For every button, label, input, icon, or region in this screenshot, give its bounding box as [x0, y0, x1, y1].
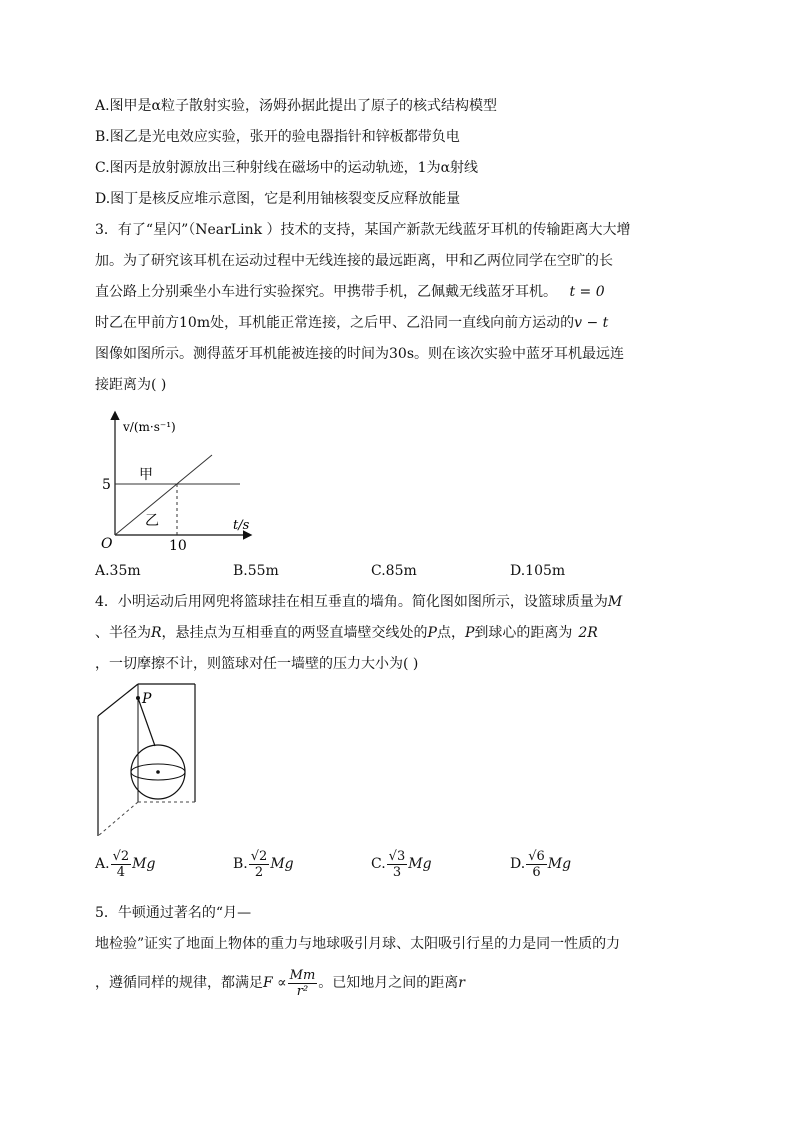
q5-line-1: 5．牛顿通过著名的“月— [95, 905, 252, 921]
q5-line-2: 地检验”证实了地面上物体的重力与地球吸引月球、太阳吸引行星的力是同一性质的力 [95, 936, 621, 952]
q5-line-3 [95, 966, 465, 1000]
q3-option-b: B.55m [233, 563, 279, 579]
q4-option-c-fraction [387, 849, 408, 880]
q4-line-2-a: 、半径为 [95, 625, 151, 641]
q2-option-d: D.图丁是核反应堆示意图，它是利用铀核裂变反应释放能量 [95, 191, 461, 207]
q3-option-a: A.35m [95, 563, 141, 579]
q4-option-c-den: 3 [392, 864, 402, 880]
line-yi [115, 455, 212, 535]
q3-option-d: D.105m [510, 563, 566, 579]
q4-line-3: ，一切摩擦不计，则篮球对任一墙壁的压力大小为( ) [95, 656, 419, 672]
q5-distance-r: r [458, 975, 465, 991]
q3-line-6: 接距离为( ) [95, 377, 167, 393]
q4-distance-2R: 2R [578, 625, 598, 641]
label-yi: 乙 [145, 513, 159, 529]
q4-option-d-num: √6 [528, 848, 545, 864]
q4-option-c-suffix: Mg [408, 856, 432, 872]
y-axis-label: v/(m·s⁻¹) [123, 420, 176, 434]
q3-vt-graph [95, 405, 255, 555]
q4-option-d-fraction [526, 849, 547, 880]
ball-center [156, 770, 160, 774]
q5-fraction-den: r² [296, 983, 309, 999]
q4-radius-R: R [151, 625, 162, 641]
q4-option-a-den: 4 [116, 864, 125, 880]
q3-line-4 [95, 313, 608, 333]
x-axis-label: t/s [233, 518, 250, 533]
q4-option-d-prefix: D. [510, 856, 526, 872]
q2-option-c: C.图丙是放射源放出三种射线在磁场中的运动轨迹，1为α射线 [95, 160, 479, 176]
q4-option-a-num: √2 [112, 848, 130, 864]
q4-point-P: P [427, 625, 437, 641]
q5-fraction [288, 968, 318, 999]
q4-line-1 [95, 592, 622, 612]
q4-option-b-num: √2 [250, 848, 268, 864]
q3-line-3-text: 直公路上分别乘坐小车进行实验探究。甲携带手机，乙佩戴无线蓝牙耳机。 [95, 284, 557, 300]
q3-line-2: 加。为了研究该耳机在运动过程中无线连接的最远距离，甲和乙两位同学在空旷的长 [95, 253, 613, 269]
q4-option-b-prefix: B. [233, 856, 248, 872]
q5-line-3-a: ，遵循同样的规律，都满足 [95, 975, 263, 991]
q5-line-3-b: 。已知地月之间的距离 [318, 975, 459, 991]
q3-line-3 [95, 282, 605, 302]
label-P: P [142, 691, 152, 707]
q4-option-c [371, 848, 432, 880]
q3-v-t: v − t [574, 315, 609, 331]
q4-option-a-prefix: A. [95, 856, 110, 872]
label-jia: 甲 [139, 467, 153, 483]
q4-line-2-b: ，悬挂点为互相垂直的两竖直墙壁交线处的 [161, 625, 428, 641]
q4-option-b-suffix: Mg [270, 856, 294, 872]
y-tick-5: 5 [102, 477, 111, 493]
q3-line-5: 图像如图所示。测得蓝牙耳机能被连接的时间为30s。则在该次实验中蓝牙耳机最远连 [95, 346, 624, 362]
q4-wall-figure [95, 682, 205, 840]
q4-option-b-fraction [249, 849, 270, 880]
q2-option-b: B.图乙是光电效应实验，张开的验电器指针和锌板都带负电 [95, 129, 460, 145]
q4-option-d [510, 848, 571, 880]
q4-line-2-d: 到球心的距离为 [474, 625, 573, 641]
q5-F-proportional: F ∝ [263, 975, 287, 991]
q4-option-d-den: 6 [532, 864, 541, 880]
q4-mass-M: M [607, 594, 623, 610]
q4-option-a [95, 848, 155, 880]
q4-option-b [233, 848, 294, 880]
q2-option-a: A.图甲是α粒子散射实验，汤姆孙据此提出了原子的核式结构模型 [95, 98, 498, 114]
q5-fraction-num: Mm [289, 967, 316, 983]
q4-option-b-den: 2 [254, 864, 264, 880]
q3-line-1: 3．有了“星闪”（NearLink ）技术的支持，某国产新款无线蓝牙耳机的传输距离大大增 [95, 222, 631, 238]
q3-option-c: C.85m [371, 563, 417, 579]
q3-t-zero: t = 0 [569, 284, 605, 300]
origin-label: O [101, 536, 113, 552]
wall-left-top [98, 684, 138, 716]
floor-edge-left [98, 802, 138, 836]
x-tick-10: 10 [169, 538, 187, 554]
q4-option-d-suffix: Mg [547, 856, 572, 872]
q4-line-2-c: 点， [436, 625, 465, 641]
q4-option-c-prefix: C. [371, 856, 386, 872]
q3-line-4-text: 时乙在甲前方10m处，耳机能正常连接，之后甲、乙沿同一直线向前方运动的 [95, 315, 575, 331]
q4-option-a-suffix: Mg [132, 856, 156, 872]
q4-option-c-num: √3 [388, 848, 406, 864]
q4-line-1-text: 4．小明运动后用网兜将篮球挂在相互垂直的墙角。简化图如图所示，设篮球质量为 [95, 594, 608, 610]
q4-point-P-2: P [464, 625, 475, 641]
q4-option-a-fraction [111, 849, 132, 880]
q4-line-2 [95, 623, 598, 643]
